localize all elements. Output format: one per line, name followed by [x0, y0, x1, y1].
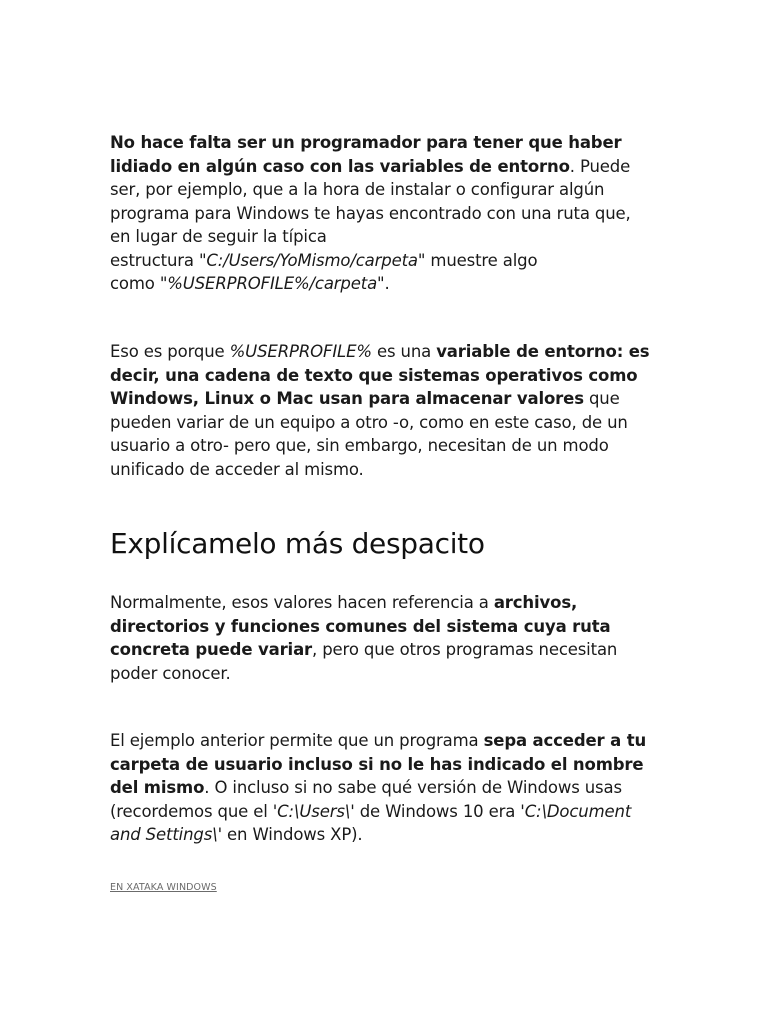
intro-text-shows: " muestre algo: [417, 250, 538, 270]
intro-bold-text: No hace falta ser un programador para tener que haber lidiado en algún caso con las variables de entorno: [110, 133, 622, 176]
paragraph-definition: [110, 340, 655, 481]
example-path-win10: C:\Users\: [277, 801, 351, 821]
definition-variable: %USERPROFILE%: [229, 342, 372, 361]
intro-text-structure: estructura ": [110, 250, 207, 270]
section-heading: Explícamelo más despacito: [110, 527, 485, 560]
intro-path-example: C:/Users/YoMismo/carpeta: [206, 250, 418, 270]
example-text-was: ' de Windows 10 era ': [350, 801, 525, 821]
definition-text-start: Eso es porque: [110, 342, 230, 361]
paragraph-explanation: [110, 591, 655, 685]
example-text-end: ' en Windows XP).: [217, 825, 363, 844]
definition-text-end: que pueden variar de un equipo a otro -o, como en este caso, de un usuario a otro- pero que, sin embargo, necesitan de un modo unificado de acceder al mismo.: [110, 389, 628, 479]
paragraph-example: [110, 729, 655, 847]
example-text-start: El ejemplo anterior permite que un programa: [110, 731, 484, 750]
example-text-middle: . O incluso si no sabe qué versión de Windows usas (recordemos que el ': [110, 778, 622, 821]
definition-bold-text: variable de entorno: es decir, una cadena de texto que sistemas operativos como Windows, Linux o Mac usan para almacenar valores: [110, 342, 650, 408]
paragraph-intro: [110, 131, 655, 296]
article-body: [110, 131, 655, 893]
explanation-text-start: Normalmente, esos valores hacen referencia a: [110, 593, 494, 612]
intro-variable-path: %USERPROFILE%/carpeta: [167, 274, 378, 293]
explanation-bold-text: archivos, directorios y funciones comunes del sistema cuya ruta concreta puede variar: [110, 593, 611, 659]
example-bold-text: sepa acceder a tu carpeta de usuario incluso si no le has indicado el nombre del mismo: [110, 731, 647, 797]
explanation-text-end: , pero que otros programas necesitan poder conocer.: [110, 640, 618, 683]
example-path-winxp: C:\Document and Settings\: [110, 801, 632, 844]
source-link[interactable]: EN XATAKA WINDOWS: [110, 882, 217, 893]
definition-text-is: es una: [371, 342, 437, 361]
intro-text-end: ".: [377, 274, 390, 293]
intro-text: . Puede ser, por ejemplo, que a la hora de instalar o configurar algún programa para Windows te hayas encontrado con una ruta que, en lugar de seguir la típica: [110, 156, 631, 246]
intro-text-like: como ": [110, 274, 168, 293]
